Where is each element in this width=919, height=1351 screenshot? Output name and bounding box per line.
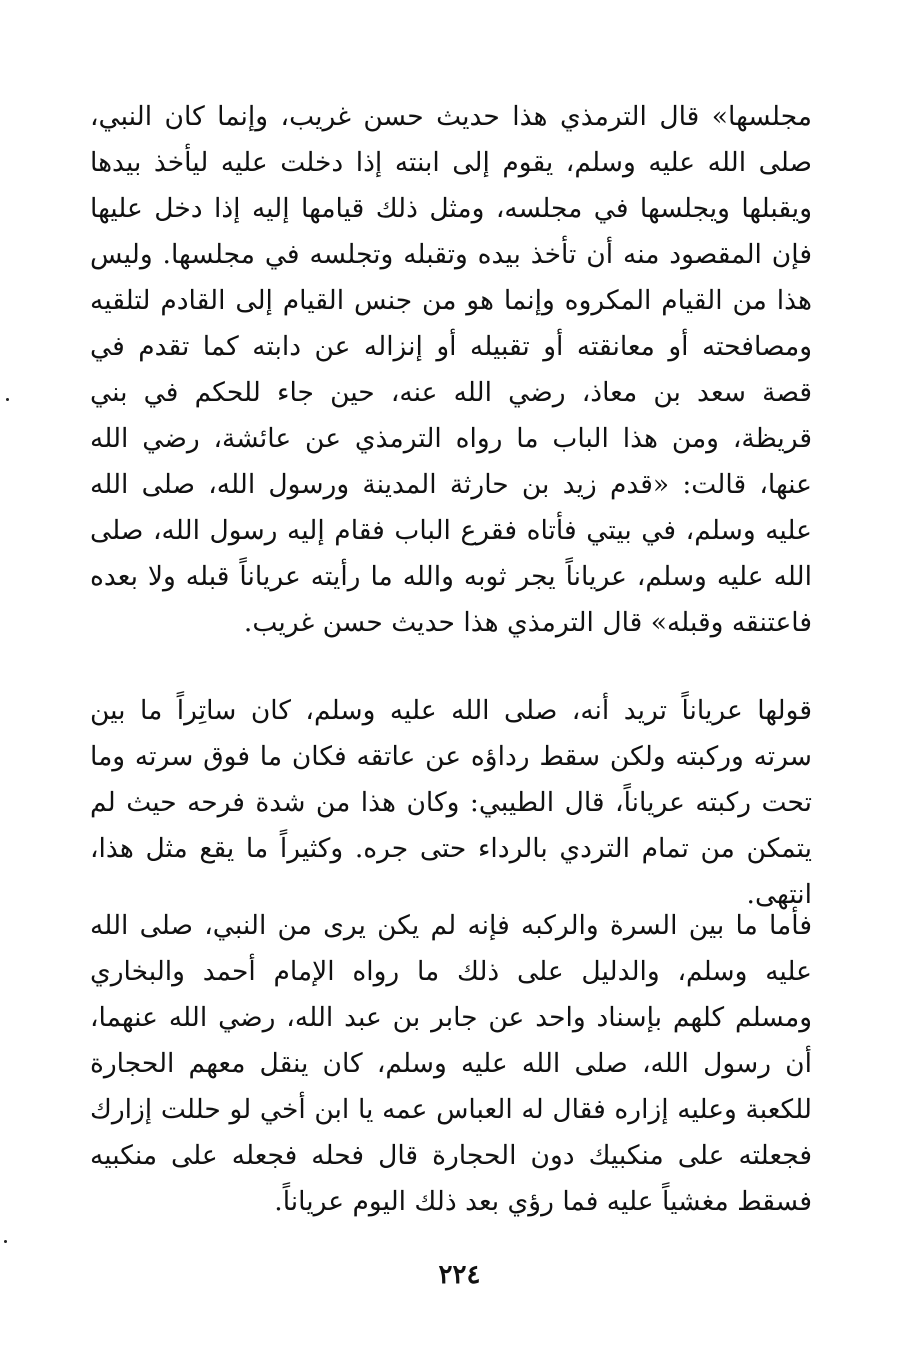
- paragraph-2: قولها عرياناً تريد أنه، صلى الله عليه وسلم، كان ساتِراً ما بين سرته وركبته ولكن سقط رداؤه عن عاتقه فكان ما فوق سرته وما تحت ركبته عرياناً، قال الطيبي: وكان هذا من شدة فرحه حيث لم يتمكن من تمام التردي بالرداء حتى جره. وكثيراً ما يقع مثل هذا، انتهى.: [90, 695, 812, 910]
- paragraph-3: فأما ما بين السرة والركبه فإنه لم يكن يرى من النبي، صلى الله عليه وسلم، والدليل على ذلك ما رواه الإمام أحمد والبخاري ومسلم كلهم بإسناد واحد عن جابر بن عبد الله، رضي الله عنهما، أن رسول الله، صلى الله عليه وسلم، كان ينقل معهم الحجارة للكعبة وعليه إزاره فقال له العباس عمه يا ابن أخي لو حللت إزارك فجعلته على منكبيك دون الحجارة قال فحله فجعله على منكبيه فسقط مغشياً عليه فما رؤي بعد ذلك اليوم عرياناً.: [90, 910, 812, 1217]
- scan-speck: [4, 1240, 7, 1243]
- page-number: ٢٢٤: [438, 1260, 481, 1290]
- paragraph-1: مجلسها» قال الترمذي هذا حديث حسن غريب، وإنما كان النبي، صلى الله عليه وسلم، يقوم إلى ابنته إذا دخلت عليه ليأخذ بيدها ويقبلها ويجلسها في مجلسه، ومثل ذلك قيامها إليه إذا دخل عليها فإن المقصود منه أن تأخذ بيده وتقبله وتجلسه في مجلسها. وليس هذا من القيام المكروه وإنما هو من جنس القيام إلى القادم لتلقيه ومصافحته أو معانقته أو تقبيله أو إنزاله عن دابته كما تقدم في قصة سعد بن معاذ، رضي الله عنه، حين جاء للحكم في بني قريظة، ومن هذا الباب ما رواه الترمذي عن عائشة، رضي الله عنها، قالت: «قدم زيد بن حارثة المدينة ورسول الله، صلى الله عليه وسلم، في بيتي فأتاه فقرع الباب فقام إليه رسول الله، صلى الله عليه وسلم، عرياناً يجر ثوبه والله ما رأيته عرياناً قبله ولا بعده فاعتنقه وقبله» قال الترمذي هذا حديث حسن غريب.: [90, 101, 812, 638]
- scan-speck: [6, 398, 9, 401]
